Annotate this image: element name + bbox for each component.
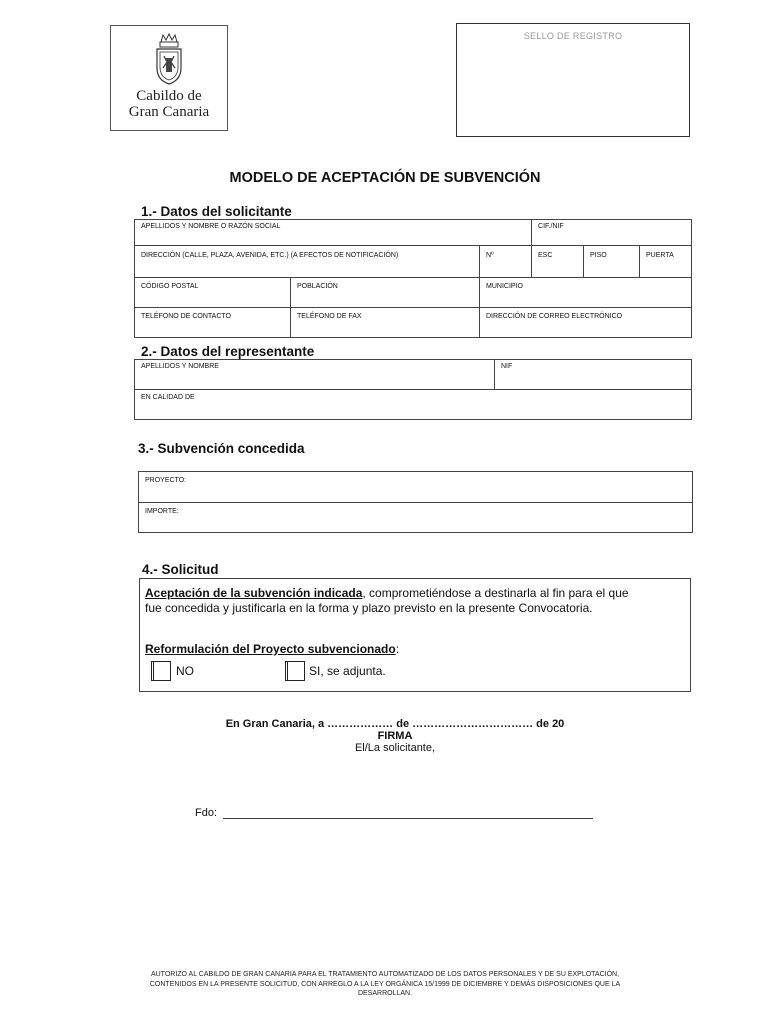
reformulation-colon: :: [395, 642, 400, 656]
applicant-municipio-field[interactable]: [480, 278, 692, 308]
applicant-poblacion-field[interactable]: [291, 278, 480, 308]
firma-label: FIRMA: [377, 730, 413, 742]
applicant-name-label: APELLIDOS Y NOMBRE O RAZÓN SOCIAL: [141, 223, 281, 230]
representative-data-table: [134, 359, 692, 420]
option-yes-label: SI, se adjunta.: [309, 664, 386, 678]
acceptance-text-line-2: fue concedida y justificarla en la forma y plazo previsto en la presente Convocatoria.: [145, 601, 593, 615]
section-4-title: 4.- Solicitud: [142, 562, 219, 577]
fdo-label: Fdo:: [195, 807, 218, 819]
applicant-phone-label: TELÉFONO DE CONTACTO: [141, 313, 231, 320]
applicant-postal-label: CÓDIGO POSTAL: [141, 283, 199, 290]
project-label: PROYECTO:: [145, 477, 187, 484]
yes-checkbox[interactable]: [285, 661, 305, 681]
representative-name-label: APELLIDOS Y NOMBRE: [141, 363, 219, 370]
footer-line-3: DESARROLLAN.: [357, 990, 413, 997]
applicant-address-field[interactable]: [135, 246, 480, 278]
reformulation-heading: Reformulación del Proyecto subvencionado: [145, 642, 396, 656]
applicant-cif-field[interactable]: [532, 220, 692, 246]
applicant-name-field[interactable]: [135, 220, 532, 246]
option-no-label: NO: [176, 664, 194, 678]
reformulation-text: [145, 642, 399, 656]
no-checkbox[interactable]: [151, 661, 171, 681]
grant-data-table: [138, 471, 693, 533]
date-line: En Gran Canaria, a ……………… de …………………………… de 20: [225, 718, 565, 730]
applicant-address-label: DIRECCIÓN (CALLE, PLAZA, AVENIDA, ETC.) (A EFECTOS DE NOTIFICACIÓN): [141, 252, 399, 259]
applicant-esc-label: ESC: [538, 252, 553, 259]
applicant-postal-field[interactable]: [135, 278, 291, 308]
applicant-email-label: DIRECCIÓN DE CORREO ELECTRÓNICO: [486, 313, 623, 320]
logo-box: [110, 25, 228, 131]
acceptance-rest: , comprometiéndose a destinarla al fin para el que: [362, 586, 629, 600]
applicant-email-field[interactable]: [480, 308, 692, 338]
checkbox-inner-line: [153, 662, 154, 680]
applicant-role-label: El/La solicitante,: [354, 742, 436, 754]
amount-field[interactable]: [139, 503, 693, 533]
representative-capacity-label: EN CALIDAD DE: [141, 394, 195, 401]
acceptance-text: [145, 586, 629, 600]
representative-nif-field[interactable]: [495, 360, 692, 390]
applicant-phone-field[interactable]: [135, 308, 291, 338]
representative-capacity-field[interactable]: [135, 390, 692, 420]
coat-of-arms-icon: [151, 32, 187, 86]
project-field[interactable]: [139, 472, 693, 503]
logo-line-1: Cabildo de: [136, 88, 202, 104]
acceptance-heading: Aceptación de la subvención indicada: [145, 586, 363, 600]
privacy-footer: [100, 970, 670, 999]
amount-label: IMPORTE:: [145, 508, 179, 515]
applicant-piso-field[interactable]: [584, 246, 640, 278]
registration-stamp-label: SELLO DE REGISTRO: [523, 31, 623, 41]
applicant-number-field[interactable]: [480, 246, 532, 278]
representative-nif-label: NIF: [501, 363, 513, 370]
section-2-title: 2.- Datos del representante: [141, 344, 315, 359]
applicant-puerta-label: PUERTA: [646, 252, 674, 259]
applicant-fax-label: TELÉFONO DE FAX: [297, 313, 362, 320]
request-box: [139, 578, 691, 692]
footer-line-1: AUTORIZO AL CABILDO DE GRAN CANARIA PARA EL TRATAMIENTO AUTOMATIZADO DE LOS DATOS PERSONALES Y DE SU EXPLOTACIÓN,: [150, 971, 620, 978]
logo-wordmark: [111, 88, 227, 120]
applicant-poblacion-label: POBLACIÓN: [297, 283, 338, 290]
representative-name-field[interactable]: [135, 360, 495, 390]
footer-line-2: CONTENIDOS EN LA PRESENTE SOLICITUD, CON ARREGLO A LA LEY ORGÁNICA 15/1999 DE DICIEMBRE Y DEMÁS DISPOSICIONES QUE LA: [149, 980, 621, 988]
applicant-puerta-field[interactable]: [640, 246, 692, 278]
applicant-cif-label: CIF./NIF: [538, 223, 564, 230]
registration-stamp-box: [456, 23, 690, 137]
applicant-esc-field[interactable]: [532, 246, 584, 278]
applicant-fax-field[interactable]: [291, 308, 480, 338]
applicant-data-table: [134, 219, 692, 338]
section-1-title: 1.- Datos del solicitante: [141, 204, 292, 219]
section-3-title: 3.- Subvención concedida: [138, 441, 305, 456]
page-title: MODELO DE ACEPTACIÓN DE SUBVENCIÓN: [229, 170, 541, 186]
checkbox-inner-line: [287, 662, 288, 680]
logo-line-2: Gran Canaria: [128, 104, 210, 120]
signature-line[interactable]: [223, 818, 593, 819]
applicant-municipio-label: MUNICIPIO: [486, 283, 523, 290]
applicant-piso-label: PISO: [590, 252, 607, 259]
applicant-number-label: Nº: [486, 252, 494, 259]
